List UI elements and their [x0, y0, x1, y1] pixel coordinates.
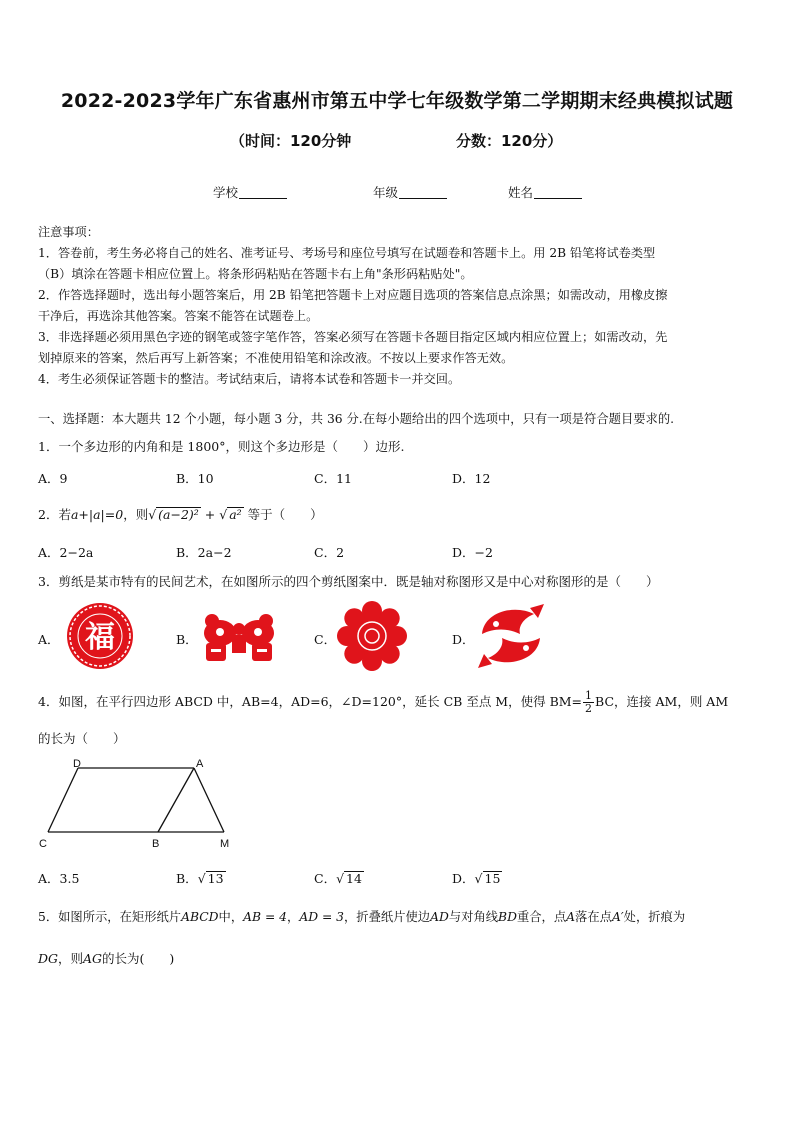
q2-option-b[interactable]: B．2a−2	[176, 545, 232, 560]
q5-ad2: AD	[430, 910, 449, 924]
q5-comma: ，	[287, 910, 300, 924]
notice-item-4: 4．考生必须保证答题卡的整洁。考试结束后，请将本试卷和答题卡一并交回。	[38, 372, 461, 386]
q2-radicand-2: a²	[229, 507, 242, 522]
grade-label: 年级	[373, 185, 399, 200]
q2-radicand-1: (a−2)²	[158, 507, 199, 522]
q2-mid: ，则	[123, 507, 149, 522]
q1-option-a[interactable]: A．9	[38, 471, 68, 486]
q3-stem: 3．剪纸是某市特有的民间艺术，在如图所示的四个剪纸图案中．既是轴对称图形又是中心对称图形的是（ ）	[38, 574, 659, 589]
q4-option-b[interactable]: B．√ 13	[176, 871, 224, 886]
q2-option-d[interactable]: D．−2	[452, 545, 493, 560]
q5-mid6: ，则	[58, 951, 84, 966]
q5-post2: 的长为( )	[102, 951, 175, 966]
q5-ab: AB = 4	[243, 910, 287, 924]
q4-stem-line2: 的长为（ ）	[38, 731, 126, 746]
q5-mid5: 落在点	[575, 910, 612, 924]
q2-condition: a+|a|=0	[70, 507, 124, 522]
q5-stem-line2	[38, 949, 174, 967]
label-d: D	[73, 758, 81, 770]
notice-item-1b: （B）填涂在答题卡相应位置上。将条形码粘贴在答题卡右上角"条形码粘贴处"。	[38, 267, 473, 281]
label-c: C	[39, 838, 47, 850]
q1-option-b[interactable]: B．10	[176, 471, 214, 486]
q4-d-label: D．	[452, 871, 475, 886]
papercut-lions-image	[198, 605, 280, 667]
q2-stem: 2．若a+|a|=0，则√ (a−2)² + √ a² 等于（ ）	[38, 507, 323, 522]
q4-frac-den: 2	[585, 702, 593, 715]
q2-option-c[interactable]: C．2	[314, 545, 345, 560]
q1-option-c[interactable]: C．11	[314, 471, 352, 486]
name-label: 姓名	[508, 185, 534, 200]
q5-mid4: 重合，点	[516, 910, 567, 924]
q3-option-c[interactable]: C．	[314, 632, 337, 647]
q2-option-a[interactable]: A．2−2a	[38, 545, 94, 560]
notice-item-2b: 干净后，再选涂其他答案。答案不能答在试题卷上。	[38, 309, 319, 323]
name-field[interactable]	[508, 183, 582, 201]
q4-stem-post: BC，连接 AM，则 AM	[595, 694, 729, 709]
section-heading: 一、选择题：本大题共 12 个小题，每小题 3 分，共 36 分.在每小题给出的四个选项中，只有一项是符合题目要求的.	[38, 412, 675, 426]
q4-b-radicand: 13	[207, 871, 224, 886]
q4-d-radicand: 15	[484, 871, 501, 886]
q2-pre: 2．若	[38, 507, 71, 522]
school-label: 学校	[213, 185, 239, 200]
q5-post1: 处，折痕为	[623, 910, 686, 924]
fu-character: 福	[85, 620, 115, 655]
q5-dg: DG	[38, 951, 59, 966]
notice-block	[38, 222, 758, 390]
q5-point-a-prime: A′	[611, 910, 624, 924]
q4-c-radicand: 14	[346, 871, 362, 886]
q4-c-label: C．	[314, 871, 337, 886]
q1-option-d[interactable]: D．12	[452, 471, 491, 486]
q5-ad: AD = 3	[299, 910, 344, 924]
papercut-fish-image	[474, 600, 548, 672]
q5-pre: 5．如图所示，在矩形纸片	[38, 910, 182, 924]
exam-title: 2022-2023学年广东省惠州市第五中学七年级数学第二学期期末经典模拟试题	[60, 90, 734, 112]
q5-mid3: 与对角线	[448, 910, 499, 924]
q3-option-d[interactable]: D．	[452, 632, 475, 647]
q2-post: 等于（ ）	[247, 507, 323, 522]
q4-stem	[38, 690, 728, 715]
grade-field[interactable]	[373, 183, 447, 201]
exam-time: （时间：120分钟	[230, 132, 352, 150]
notice-heading: 注意事项：	[38, 225, 99, 239]
q1-stem: 1．一个多边形的内角和是 1800°，则这个多边形是（ ）边形.	[38, 439, 405, 454]
q4-option-c[interactable]: C．√ 14	[314, 871, 362, 886]
notice-item-3b: 划掉原来的答案，然后再写上新答案；不准使用铅笔和涂改液。不按以上要求作答无效。	[38, 351, 514, 365]
q2-plus: +	[200, 507, 220, 522]
q4-b-label: B．	[176, 871, 198, 886]
q5-point-a: A	[566, 910, 576, 924]
q4-option-a[interactable]: A．3.5	[38, 871, 80, 886]
q4-fraction	[583, 690, 594, 715]
label-m: M	[220, 838, 230, 850]
notice-item-2a: 2．作答选择题时，选出每小题答案后，用 2B 铅笔把答题卡上对应题目选项的答案信息点涂黑；如需改动，用橡皮擦	[38, 288, 668, 302]
q4-frac-num: 1	[585, 689, 593, 702]
q3-option-b[interactable]: B．	[176, 632, 198, 647]
q5-mid1: 中，	[218, 910, 244, 924]
q5-mid2: ，折叠纸片使边	[344, 910, 431, 924]
q3-option-a[interactable]: A．	[38, 632, 60, 647]
exam-score: 分数：120分）	[456, 132, 563, 150]
label-b: B	[152, 838, 160, 850]
school-field[interactable]	[213, 183, 287, 201]
label-a: A	[196, 758, 204, 770]
papercut-flower-image	[336, 600, 408, 672]
q5-stem-line1	[38, 907, 685, 925]
notice-item-1a: 1．答卷前，考生务必将自己的姓名、准考证号、考场号和座位号填写在试题卷和答题卡上。用 2B 铅笔将试卷类型	[38, 246, 656, 260]
q5-bd: BD	[498, 910, 517, 924]
q5-ag: AG	[83, 951, 103, 966]
notice-item-3a: 3．非选择题必须用黑色字迹的钢笔或签字笔作答，答案必须写在答题卡各题目指定区域内相应位置上；如需改动，先	[38, 330, 668, 344]
q4-option-d[interactable]: D．√ 15	[452, 871, 501, 886]
q5-abcd: ABCD	[181, 910, 219, 924]
papercut-fu-image	[62, 600, 138, 672]
q4-parallelogram-figure	[36, 756, 246, 852]
q4-stem-pre: 4．如图，在平行四边形 ABCD 中，AB=4，AD=6，∠D=120°，延长 CB 至点 M，使得 BM=	[38, 694, 583, 709]
